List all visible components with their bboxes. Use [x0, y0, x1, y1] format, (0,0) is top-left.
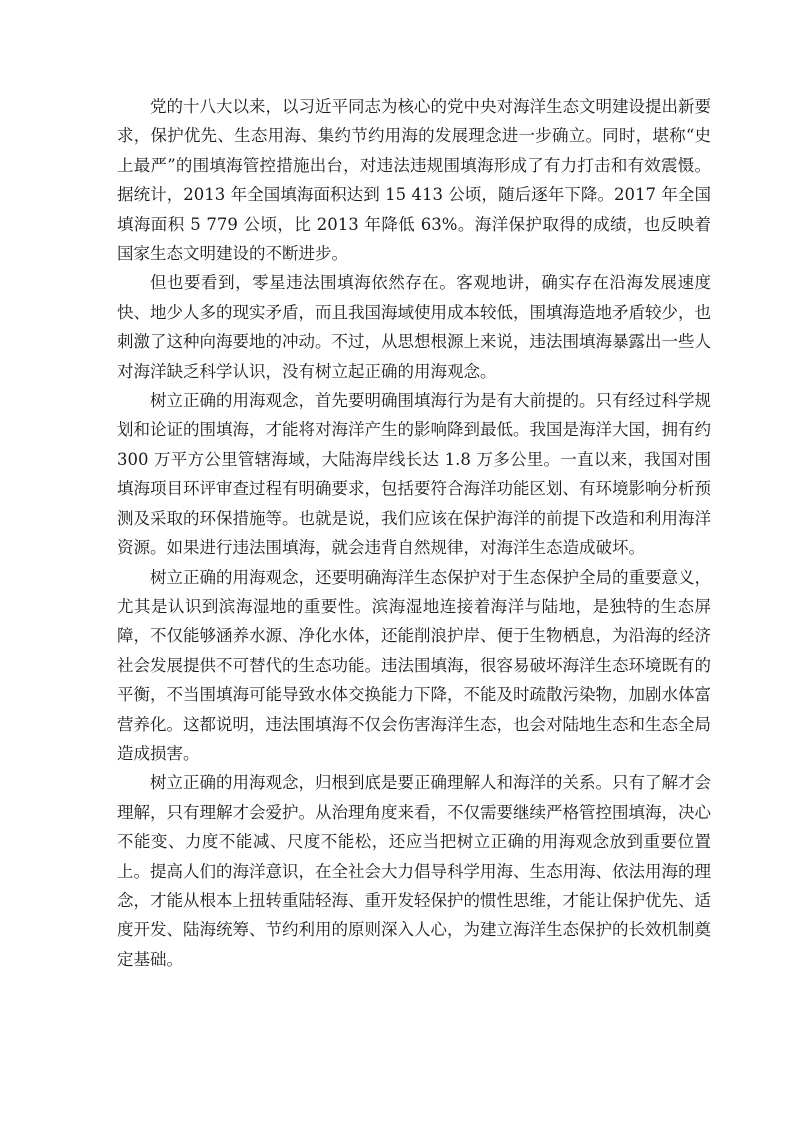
- paragraph-4: 树立正确的用海观念，还要明确海洋生态保护对于生态保护全局的重要意义，尤其是认识到滨海湿地的重要性。滨海湿地连接着海洋与陆地，是独特的生态屏障，不仅能够涵养水源、净化水体，还能削浪护岸、便于生物栖息，为沿海的经济社会发展提供不可替代的生态功能。违法围填海，很容易破坏海洋生态环境既有的平衡，不当围填海可能导致水体交换能力下降，不能及时疏散污染物，加剧水体富营养化。这都说明，违法围填海不仅会伤害海洋生态，也会对陆地生态和生态全局造成损害。: [117, 567, 711, 763]
- document-body: [117, 92, 711, 974]
- paragraph-2: 但也要看到，零星违法围填海依然存在。客观地讲，确实存在沿海发展速度快、地少人多的现实矛盾，而且我国海域使用成本较低，围填海造地矛盾较少，也刺激了这种向海要地的冲动。不过，从思想根源上来说，违法围填海暴露出一些人对海洋缺乏科学认识，没有树立起正确的用海观念。: [117, 273, 711, 381]
- paragraph-1: 党的十八大以来，以习近平同志为核心的党中央对海洋生态文明建设提出新要求，保护优先、生态用海、集约节约用海的发展理念进一步确立。同时，堪称“史上最严”的围填海管控措施出台，对违法违规围填海形成了有力打击和有效震慑。据统计，2013 年全国填海面积达到 15 413 公顷，随后逐年下降。2017 年全国填海面积 5 779 公顷，比 2013 年降低 63%。海洋保护取得的成绩，也反映着国家生态文明建设的不断进步。: [117, 97, 711, 264]
- paragraph-3: 树立正确的用海观念，首先要明确围填海行为是有大前提的。只有经过科学规划和论证的围填海，才能将对海洋产生的影响降到最低。我国是海洋大国，拥有约 300 万平方公里管辖海域，大陆海岸线长达 1.8 万多公里。一直以来，我国对围填海项目环评审查过程有明确要求，包括要符合海洋功能区划、有环境影响分析预测及采取的环保措施等。也就是说，我们应该在保护海洋的前提下改造和利用海洋资源。如果进行违法围填海，就会违背自然规律，对海洋生态造成破坏。: [117, 391, 711, 558]
- paragraph-5: 树立正确的用海观念，归根到底是要正确理解人和海洋的关系。只有了解才会理解，只有理解才会爱护。从治理角度来看，不仅需要继续严格管控围填海，决心不能变、力度不能减、尺度不能松，还应当把树立正确的用海观念放到重要位置上。提高人们的海洋意识，在全社会大力倡导科学用海、生态用海、依法用海的理念，才能从根本上扭转重陆轻海、重开发轻保护的惯性思维，才能让保护优先、适度开发、陆海统筹、节约利用的原则深入人心，为建立海洋生态保护的长效机制奠定基础。: [117, 773, 711, 969]
